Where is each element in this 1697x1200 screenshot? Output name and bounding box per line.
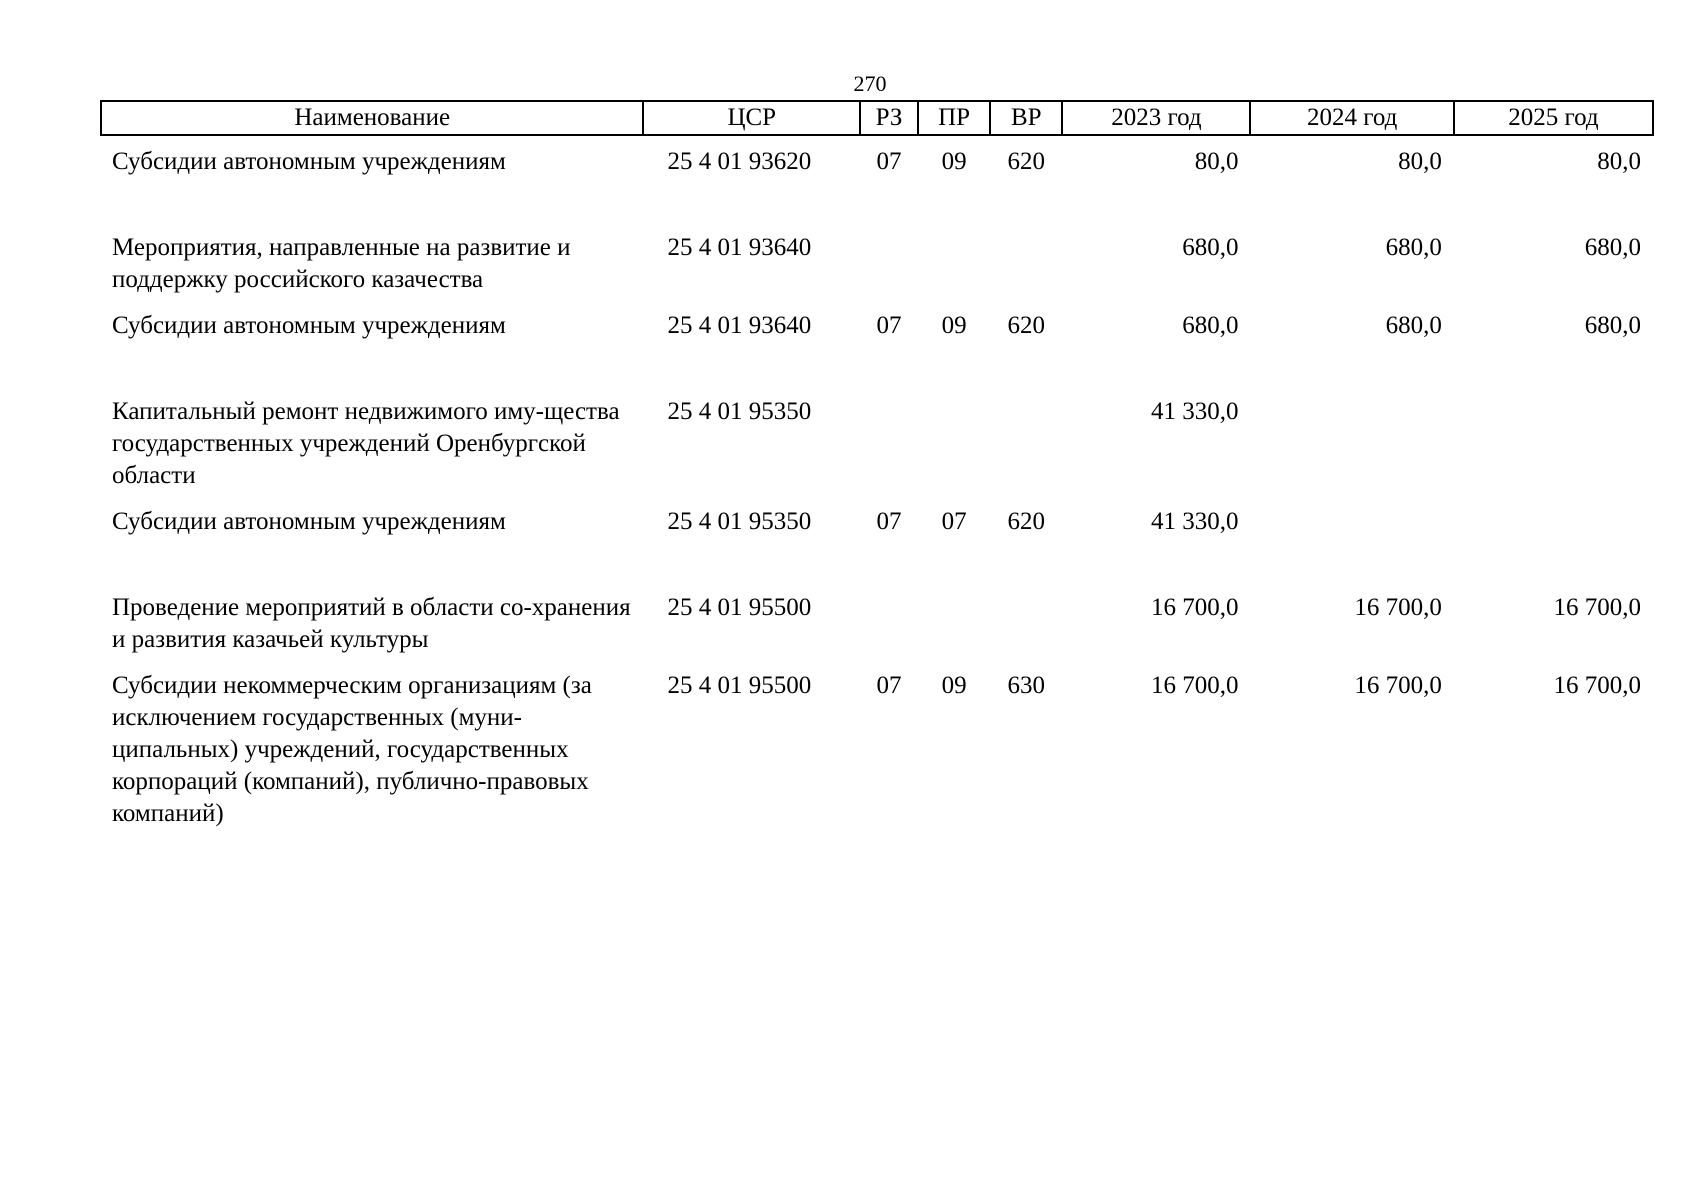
cell-name: Субсидии автономным учреждениям (112, 148, 506, 175)
table-row (101, 386, 1653, 496)
cell-rz: 07 (876, 148, 902, 175)
cell-vr (990, 222, 1062, 300)
cell-2023: 41 330,0 (1150, 398, 1239, 425)
cell-2025: 16 700,0 (1553, 594, 1641, 621)
cell-2024: 16 700,0 (1354, 594, 1442, 621)
cell-2024 (1250, 496, 1453, 582)
header-rz: РЗ (860, 101, 918, 135)
cell-pr (918, 386, 990, 496)
budget-table (100, 100, 1654, 830)
cell-rz: 07 (876, 672, 902, 699)
cell-csr: 25 4 01 93620 (667, 148, 812, 175)
cell-2024 (1250, 386, 1453, 496)
cell-2023: 16 700,0 (1150, 672, 1239, 699)
cell-2025: 80,0 (1597, 148, 1641, 175)
table-row (101, 582, 1653, 660)
header-2024: 2024 год (1250, 101, 1453, 135)
page-number: 270 (853, 71, 887, 96)
cell-pr (918, 582, 990, 660)
cell-2024: 80,0 (1398, 148, 1442, 175)
cell-csr: 25 4 01 93640 (667, 234, 812, 261)
cell-name: Субсидии автономным учреждениям (112, 312, 506, 339)
cell-name: Субсидии некоммерческим организациям (за исключением государственных (муни-ципальных) учреждений, государственных корпораций (компаний), публично-правовых компаний) (112, 672, 592, 827)
cell-rz (860, 222, 918, 300)
cell-name: Субсидии автономным учреждениям (112, 508, 506, 535)
cell-2023: 80,0 (1194, 148, 1239, 175)
cell-vr: 620 (1007, 312, 1045, 339)
cell-2025: 680,0 (1584, 234, 1641, 261)
table-row (101, 222, 1653, 300)
cell-rz (860, 582, 918, 660)
header-name: Наименование (101, 101, 643, 135)
table-header (101, 101, 1653, 135)
cell-pr: 09 (941, 672, 967, 699)
cell-2023: 41 330,0 (1150, 508, 1239, 535)
cell-csr: 25 4 01 95350 (667, 508, 812, 535)
cell-rz: 07 (876, 312, 902, 339)
cell-csr: 25 4 01 95500 (667, 594, 812, 621)
cell-vr: 620 (1007, 148, 1045, 175)
cell-rz (860, 386, 918, 496)
cell-2025: 16 700,0 (1553, 672, 1641, 699)
cell-vr: 620 (1007, 508, 1045, 535)
header-2025: 2025 год (1454, 101, 1653, 135)
cell-2025: 680,0 (1584, 312, 1641, 339)
cell-2024: 680,0 (1385, 312, 1442, 339)
cell-2025 (1454, 386, 1653, 496)
header-vr: ВР (990, 101, 1062, 135)
cell-2024: 680,0 (1385, 234, 1442, 261)
cell-name: Мероприятия, направленные на развитие и поддержку российского казачества (112, 234, 571, 293)
cell-csr: 25 4 01 95500 (667, 672, 812, 699)
cell-name: Проведение мероприятий в области со-хранения и развития казачьей культуры (112, 594, 631, 653)
cell-pr: 09 (941, 312, 967, 339)
cell-2024: 16 700,0 (1354, 672, 1442, 699)
cell-csr: 25 4 01 95350 (667, 398, 812, 425)
header-csr: ЦСР (643, 101, 860, 135)
cell-pr: 09 (941, 148, 967, 175)
cell-vr: 630 (1007, 672, 1045, 699)
table-row (101, 496, 1653, 582)
header-row (101, 101, 1653, 135)
cell-2025 (1454, 496, 1653, 582)
cell-pr: 07 (941, 508, 967, 535)
table-row (101, 135, 1653, 222)
table-row (101, 300, 1653, 386)
cell-2023: 680,0 (1182, 234, 1239, 261)
cell-2023: 680,0 (1182, 312, 1239, 339)
header-2023: 2023 год (1062, 101, 1250, 135)
header-pr: ПР (918, 101, 990, 135)
cell-vr (990, 582, 1062, 660)
cell-csr: 25 4 01 93640 (667, 312, 812, 339)
cell-2023: 16 700,0 (1150, 594, 1239, 621)
cell-rz: 07 (876, 508, 902, 535)
cell-pr (918, 222, 990, 300)
table-body (101, 135, 1653, 830)
table-row (101, 660, 1653, 830)
cell-vr (990, 386, 1062, 496)
cell-name: Капитальный ремонт недвижимого иму-щества государственных учреждений Оренбургской области (112, 398, 620, 489)
